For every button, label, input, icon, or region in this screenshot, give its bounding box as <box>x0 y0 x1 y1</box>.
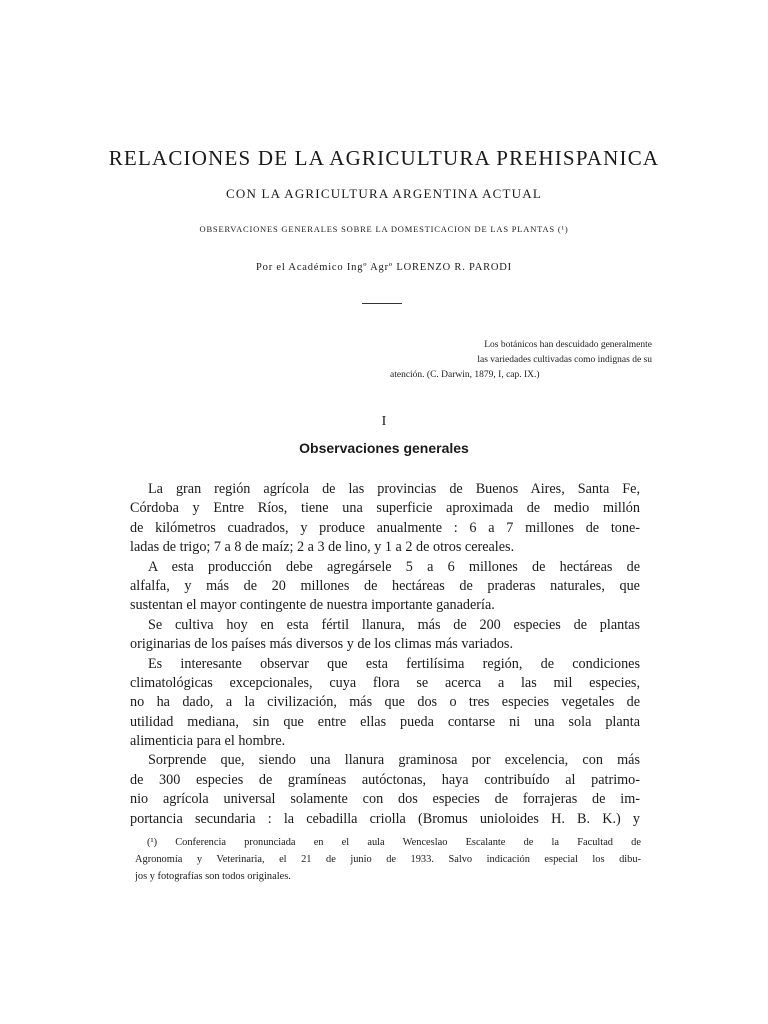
body-line: utilidad mediana, sin que entre ellas pueda contarse ni una sola planta <box>130 713 640 730</box>
body-line: Es interesante observar que esta fertilísima región, de condiciones <box>148 655 640 672</box>
body-line: Córdoba y Entre Ríos, tiene una superficie aproximada de medio millón <box>130 500 640 517</box>
body-line: alimenticia para el hombre. <box>130 733 286 750</box>
footnote-line: Agronomía y Veterinaria, el 21 de junio de 1933. Salvo indicación especial los dibu- <box>135 854 641 866</box>
body-line: sustentan el mayor contingente de nuestra importante ganadería. <box>130 597 495 614</box>
body-line: climatológicas excepcionales, cuya flora se acerca a las mil especies, <box>130 674 640 691</box>
body-line: alfalfa, y más de 20 millones de hectáreas de praderas naturales, que <box>130 577 640 594</box>
epigraph <box>390 338 652 383</box>
footnote-line: (¹) Conferencia pronunciada en el aula Wenceslao Escalante de la Facultad de <box>147 837 641 848</box>
epigraph-line: Los botánicos han descuidado generalmente <box>484 340 652 350</box>
epigraph-line: atención. (C. Darwin, 1879, I, cap. IX.) <box>390 370 540 380</box>
epigraph-line: las variedades cultivadas como indignas de su <box>477 355 652 365</box>
article-subtitle: CON LA AGRICULTURA ARGENTINA ACTUAL <box>226 186 542 201</box>
body-line: originarias de los países más diversos y de los climas más variados. <box>130 636 513 653</box>
body-line: no ha dado, a la civilización, más que dos o tres especies vegetales de <box>130 694 640 711</box>
article-subsubtitle: OBSERVACIONES GENERALES SOBRE LA DOMESTICACION DE LAS PLANTAS (¹) <box>199 224 569 234</box>
article-author: Por el Académico Ingº Agrº LORENZO R. PARODI <box>256 262 512 273</box>
body-line: nio agrícola universal solamente con dos especies de forrajeras de im- <box>130 791 640 808</box>
body-line: de kilómetros cuadrados, y produce anualmente : 6 a 7 millones de tone- <box>130 519 640 536</box>
body-line: La gran región agrícola de las provincias de Buenos Aires, Santa Fe, <box>148 481 640 497</box>
body-line: Sorprende que, siendo una llanura graminosa por excelencia, con más <box>148 752 640 769</box>
footnote <box>135 834 641 886</box>
section-title: Observaciones generales <box>299 440 469 456</box>
body-line: portancia secundaria : la cebadilla criolla (Bromus unioloides H. B. K.) y <box>130 810 640 827</box>
body-line: A esta producción debe agregársele 5 a 6 millones de hectáreas de <box>148 558 640 575</box>
section-number: I <box>381 414 387 429</box>
divider <box>362 303 402 304</box>
footnote-line: jos y fotografías son todos originales. <box>135 871 291 883</box>
body-text <box>130 480 640 829</box>
body-line: Se cultiva hoy en esta fértil llanura, más de 200 especies de plantas <box>148 616 640 633</box>
article-title: RELACIONES DE LA AGRICULTURA PREHISPANICA <box>108 146 660 170</box>
body-line: de 300 especies de gramíneas autóctonas, haya contribuído al patrimo- <box>130 771 640 788</box>
body-line: ladas de trigo; 7 a 8 de maíz; 2 a 3 de lino, y 1 a 2 de otros cereales. <box>130 539 515 556</box>
